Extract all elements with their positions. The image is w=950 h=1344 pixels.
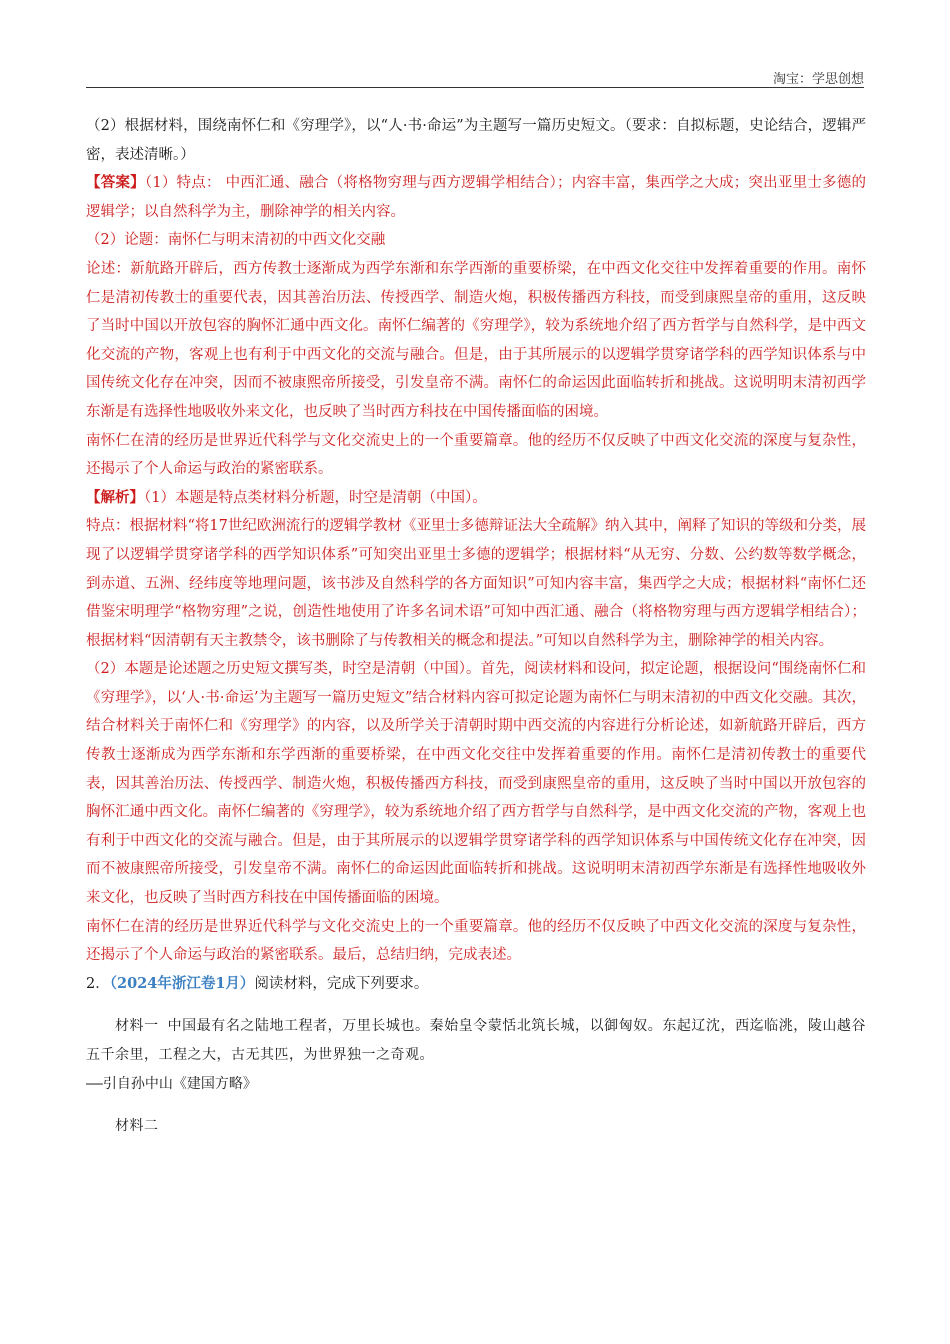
material-2-label: 材料二 [115, 1118, 159, 1135]
question-2-heading [86, 970, 866, 999]
answer-label: 【答案】 [86, 174, 145, 192]
answer-part2-body: 论述：新航路开辟后，西方传教士逐渐成为西学东渐和东学西渐的重要桥梁，在中西文化交往中发挥着重要的作用。南怀仁是清初传教士的重要代表，因其善治历法、传授西学、制造火炮，积极传播西方科技，而受到康熙皇帝的重用，这反映了当时中国以开放包容的胸怀汇通中西文化。南怀仁编著的《穷理学》，较为系统地介绍了西方哲学与自然科学，是中西文化交流的产物，客观上也有利于中西文化的交流与融合。但是，由于其所展示的以逻辑学贯穿诸学科的西学知识体系与中国传统文化存在冲突，因而不被康熙帝所接受，引发皇帝不满。南怀仁的命运因此面临转折和挑战。这说明明末清初西学东渐是有选择性地吸收外来文化，也反映了当时西方科技在中国传播面临的困境。 [86, 260, 866, 420]
question-part2-prompt: （2）根据材料，围绕南怀仁和《穷理学》，以“人·书·命运”为主题写一篇历史短文。（要求：自拟标题，史论结合，逻辑严密，表述清晰。） [86, 118, 866, 163]
analysis-part2-conclusion: 南怀仁在清的经历是世界近代科学与文化交流史上的一个重要篇章。他的经历不仅反映了中西文化交流的深度与复杂性，还揭示了个人命运与政治的紧密联系。最后，总结归纳，完成表述。 [86, 918, 866, 964]
answer-part2-conclusion: 南怀仁在清的经历是世界近代科学与文化交流史上的一个重要篇章。他的经历不仅反映了中西文化交流的深度与复杂性，还揭示了个人命运与政治的紧密联系。 [86, 432, 866, 478]
analysis-part1-intro-text: （1）本题是特点类材料分析题，时空是清朝（中国）。 [144, 489, 487, 506]
material-1-source: ——引自孙中山《建国方略》 [86, 1075, 257, 1092]
analysis-part1-body: 特点：根据材料“将17世纪欧洲流行的逻辑学教材《亚里士多德辩证法大全疏解》纳入其中，阐释了知识的等级和分类，展现了以逻辑学贯穿诸学科的西学知识体系”可知突出亚里士多德的逻辑学；根据材料“从无穷、分数、公约数等数学概念，到赤道、五洲、经纬度等地理问题，该书涉及自然科学的各方面知识”可知内容丰富，集西学之大成；根据材料“南怀仁还借鉴宋明理学“格物穷理”之说，创造性地使用了许多名词术语”可知中西汇通、融合（将格物穷理与西方逻辑学相结合）；根据材料“因清朝有天主教禁令，该书删除了与传教相关的概念和提法。”可知以自然科学为主，删除神学的相关内容。 [86, 518, 866, 649]
question-2-prompt: 阅读材料，完成下列要求。 [254, 975, 429, 992]
answer-part1 [86, 169, 866, 226]
question-2-source: （2024年浙江卷1月） [109, 974, 255, 992]
material-1: 材料一 中国最有名之陆地工程者，万里长城也。秦始皇令蒙恬北筑长城，以御匈奴。东起辽沈，西迄临洮，陵山越谷五千余里，工程之大，古无其匹，为世界独一之奇观。 [86, 1018, 866, 1063]
document-body [86, 112, 866, 1141]
answer-part1-text: （1）特点： 中西汇通、融合（将格物穷理与西方逻辑学相结合）；内容丰富，集西学之大成；突出亚里士多德的逻辑学；以自然科学为主，删除神学的相关内容。 [86, 175, 866, 220]
header-divider [86, 87, 864, 88]
answer-part2-title: （2）论题：南怀仁与明末清初的中西文化交融 [86, 232, 386, 249]
analysis-part2-body: （2）本题是论述题之历史短文撰写类，时空是清朝（中国）。首先，阅读材料和设问，拟定论题，根据设问“围绕南怀仁和《穷理学》，以‘人·书·命运’为主题写一篇历史短文”结合材料内容可拟定论题为南怀仁与明末清初的中西文化交融。其次，结合材料关于南怀仁和《穷理学》的内容，以及所学关于清朝时期中西交流的内容进行分析论述，如新航路开辟后，西方传教士逐渐成为西学东渐和东学西渐的重要桥梁，在中西文化交往中发挥着重要的作用。南怀仁是清初传教士的重要代表，因其善治历法、传授西学、制造火炮，积极传播西方科技，而受到康熙皇帝的重用，这反映了当时中国以开放包容的胸怀汇通中西文化。南怀仁编著的《穷理学》，较为系统地介绍了西方哲学与自然科学，是中西文化交流的产物，客观上也有利于中西文化的交流与融合。但是，由于其所展示的以逻辑学贯穿诸学科的西学知识体系与中国传统文化存在冲突，因而不被康熙帝所接受，引发皇帝不满。南怀仁的命运因此面临转折和挑战。这说明明末清初西学东渐是有选择性地吸收外来文化，也反映了当时西方科技在中国传播面临的困境。 [86, 661, 866, 907]
header-shop-name: 淘宝：学思创想 [772, 72, 864, 87]
analysis-label: 【解析】 [86, 488, 144, 506]
analysis-part1-intro [86, 484, 866, 513]
question-2-number: 2． [86, 975, 110, 992]
